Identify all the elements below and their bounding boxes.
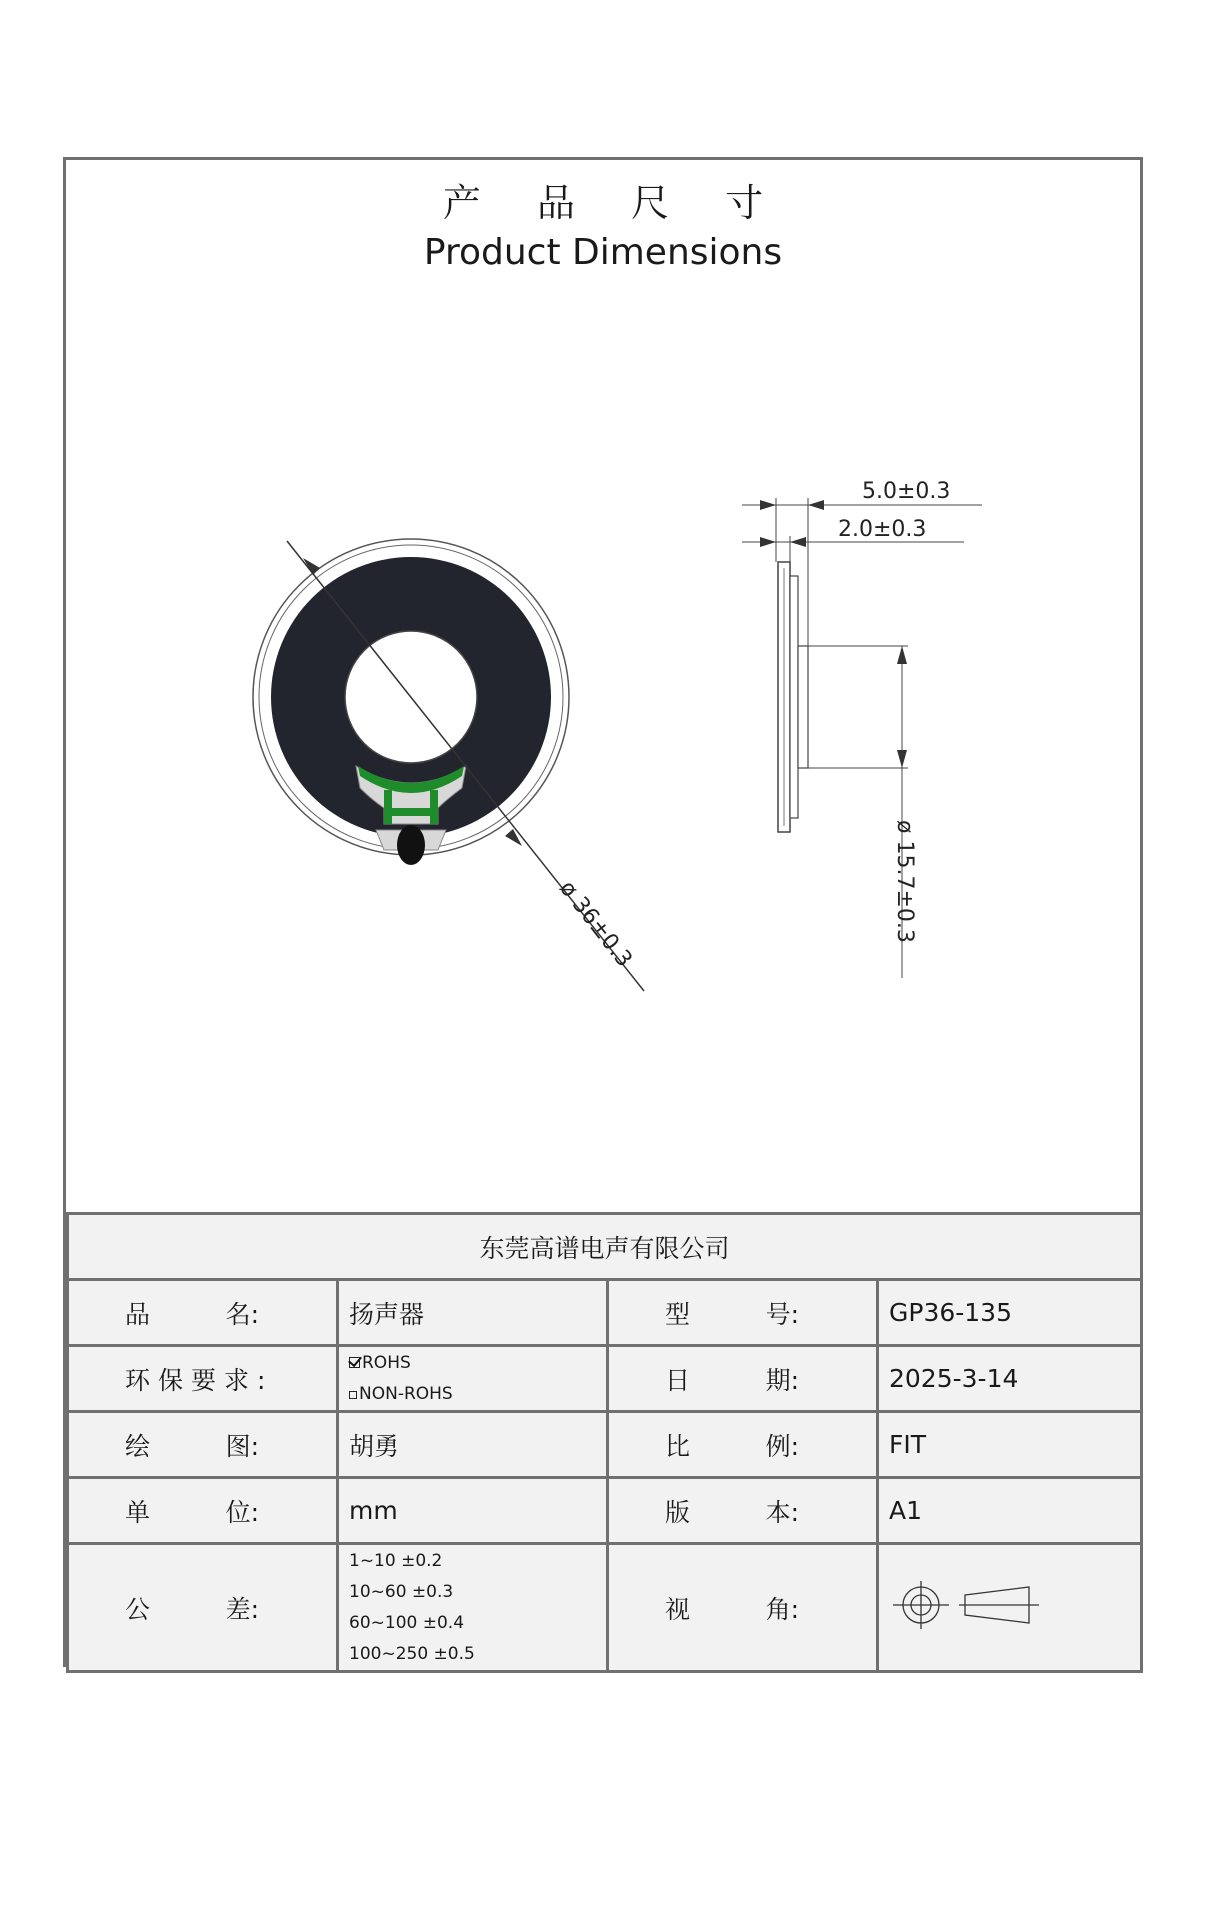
label-unit: 单 位: bbox=[68, 1478, 338, 1544]
technical-drawing bbox=[66, 160, 1140, 1212]
drawing-area bbox=[66, 160, 1140, 1212]
terminal-green-left bbox=[384, 790, 392, 824]
label-date: 日 期: bbox=[608, 1346, 878, 1412]
label-tolerance: 公 差: bbox=[68, 1544, 338, 1672]
front-view bbox=[253, 539, 644, 991]
checkbox-checked-icon bbox=[349, 1357, 360, 1368]
thickness-total-label: 5.0±0.3 bbox=[862, 479, 951, 504]
label-version: 版 本: bbox=[608, 1478, 878, 1544]
terminal-green-bridge bbox=[392, 808, 430, 816]
arrow-icon bbox=[897, 646, 907, 664]
value-version: A1 bbox=[878, 1478, 1142, 1544]
arrow-icon bbox=[505, 829, 522, 846]
lead-wire-blob bbox=[397, 825, 425, 865]
label-view-angle: 视 角: bbox=[608, 1544, 878, 1672]
label-drawn-by: 绘 图: bbox=[68, 1412, 338, 1478]
value-product-name: 扬声器 bbox=[338, 1280, 608, 1346]
value-date: 2025-3-14 bbox=[878, 1346, 1142, 1412]
tolerance-line: 1~10 ±0.2 bbox=[349, 1550, 443, 1571]
tolerance-line: 10~60 ±0.3 bbox=[349, 1581, 454, 1602]
arrow-icon bbox=[808, 500, 824, 510]
front-diameter-label: ø 36±0.3 bbox=[554, 876, 637, 972]
side-view bbox=[742, 479, 982, 978]
tolerance-line: 60~100 ±0.4 bbox=[349, 1612, 465, 1633]
value-scale: FIT bbox=[878, 1412, 1142, 1478]
arrow-icon bbox=[897, 750, 907, 768]
thickness-frame-label: 2.0±0.3 bbox=[838, 517, 927, 542]
label-env-requirement: 环保要求: bbox=[68, 1346, 338, 1412]
title-block bbox=[66, 1212, 1140, 1664]
tolerance-line: 100~250 ±0.5 bbox=[349, 1643, 475, 1664]
label-scale: 比 例: bbox=[608, 1412, 878, 1478]
label-product-name: 品 名: bbox=[68, 1280, 338, 1346]
label-model: 型 号: bbox=[608, 1280, 878, 1346]
value-view-angle bbox=[878, 1544, 1142, 1672]
rohs-option: ROHS bbox=[349, 1348, 606, 1379]
terminal-green-right bbox=[430, 790, 438, 824]
page-title-cn: 产 品 尺 寸 bbox=[442, 181, 786, 225]
non-rohs-option: NON-ROHS bbox=[349, 1379, 606, 1410]
side-magnet bbox=[798, 646, 808, 768]
arrow-icon bbox=[790, 537, 806, 547]
title-block-table bbox=[66, 1212, 1143, 1673]
value-unit: mm bbox=[338, 1478, 608, 1544]
arrow-icon bbox=[760, 500, 776, 510]
value-model: GP36-135 bbox=[878, 1280, 1142, 1346]
value-drawn-by: 胡勇 bbox=[338, 1412, 608, 1478]
value-tolerance bbox=[338, 1544, 608, 1672]
side-cone-edge bbox=[790, 576, 798, 818]
third-angle-projection-icon bbox=[889, 1575, 1049, 1635]
arrow-icon bbox=[760, 537, 776, 547]
page-title-en: Product Dimensions bbox=[423, 232, 783, 273]
value-env-requirement bbox=[338, 1346, 608, 1412]
company-name: 东莞高谱电声有限公司 bbox=[68, 1214, 1142, 1280]
checkbox-unchecked-icon bbox=[349, 1391, 357, 1399]
drawing-sheet bbox=[63, 157, 1143, 1667]
magnet-diameter-label: ø 15.7±0.3 bbox=[892, 820, 917, 943]
